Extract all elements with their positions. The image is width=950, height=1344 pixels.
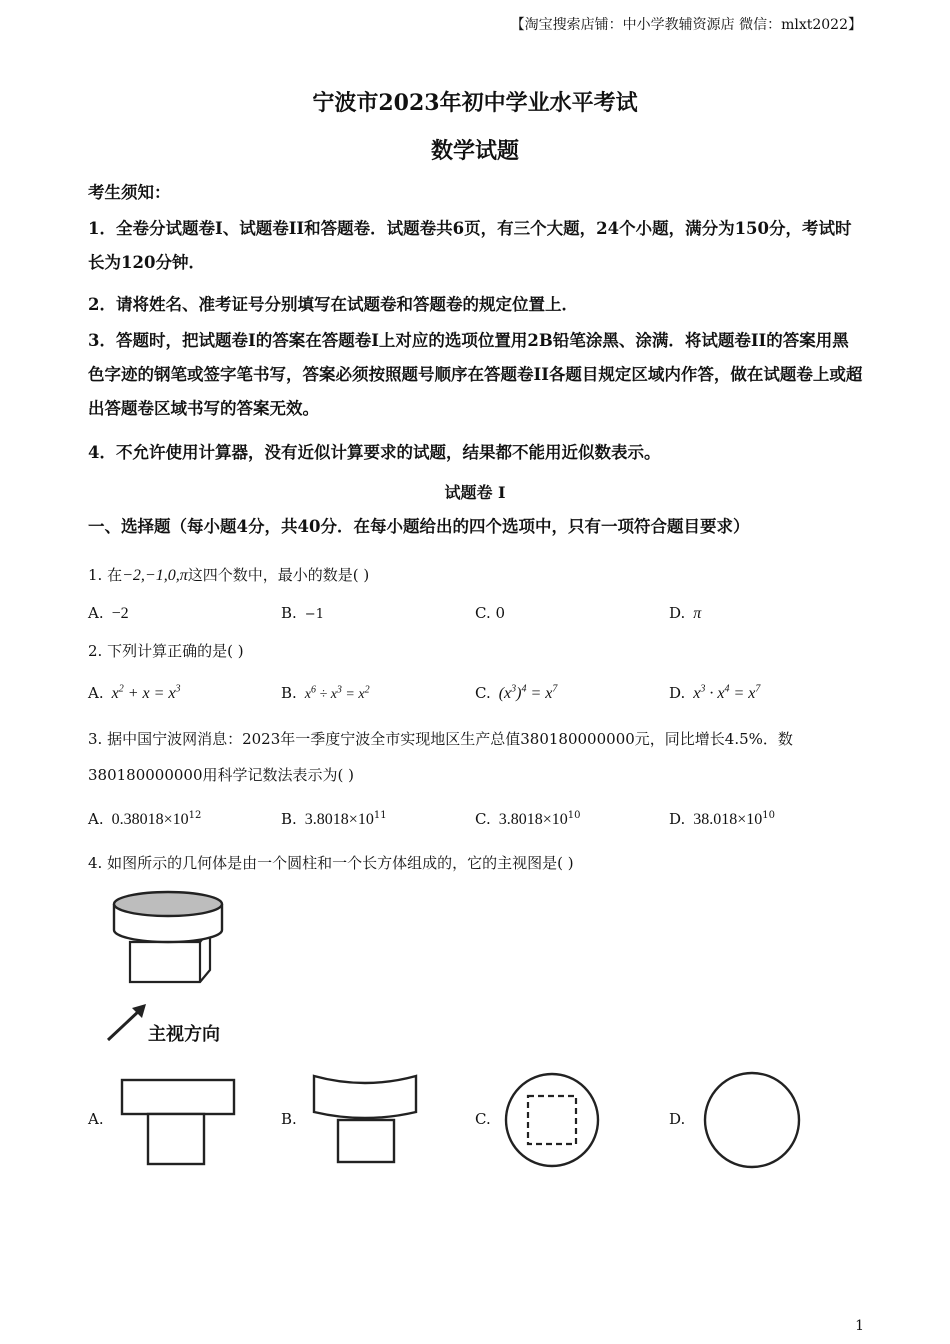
q2-option-d[interactable] — [669, 684, 760, 703]
section-title: 试题卷 I — [444, 483, 506, 502]
option-label: A. — [88, 684, 104, 703]
q3-option-d[interactable] — [669, 810, 775, 829]
arrow-icon — [104, 1002, 150, 1044]
q4-option-c-figure[interactable] — [502, 1070, 602, 1170]
q1-numbers: −2,−1,0,π — [122, 567, 188, 584]
option-formula: $x^3 \cdot x^4 = x^7$ — [693, 684, 761, 703]
q2-option-b[interactable] — [281, 684, 370, 703]
option-exponent: 10 — [762, 810, 776, 821]
notice-item-3: 3．答题时，把试题卷I的答案在答题卷I上对应的选项位置用2B铅笔涂黑、涂满．将试题卷II的答案用黑色字迹的钢笔或签字笔书写，答案必须按照题号顺序在答题卷II各题目规定区域内作答，做在试题卷上或超出答题卷区域书写的答案无效。 — [88, 331, 863, 418]
q3-option-b[interactable] — [281, 810, 387, 829]
notice-item-1: 1．全卷分试题卷I、试题卷II和答题卷．试题卷共6页，有三个大题，24个小题，满分为150分，考试时长为120分钟． — [88, 219, 852, 272]
q4-option-b-label: B. — [281, 1110, 297, 1128]
option-label: C. — [475, 810, 491, 828]
option-label: D. — [669, 684, 686, 703]
option-label: B. — [281, 604, 297, 622]
option-exponent: 12 — [188, 810, 202, 821]
q2-option-c[interactable] — [475, 684, 557, 703]
option-label: D. — [669, 810, 686, 828]
q4-option-b-figure[interactable] — [310, 1072, 420, 1166]
page-number: 1 — [855, 1318, 864, 1334]
question-2: 2. 下列计算正确的是( ) — [88, 642, 244, 660]
q4-option-a-figure[interactable] — [118, 1076, 238, 1168]
exam-subtitle: 数学试题 — [430, 138, 519, 164]
option-text: −2 — [111, 605, 129, 622]
option-text: −1 — [304, 607, 324, 622]
question-4: 4. 如图所示的几何体是由一个圆柱和一个长方体组成的，它的主视图是( ) — [88, 854, 574, 872]
option-label: A. — [88, 604, 104, 622]
q4-option-a-label: A. — [88, 1110, 104, 1128]
view-direction-label: 主视方向 — [148, 1024, 220, 1045]
q1-prefix: 1. 在 — [88, 566, 123, 584]
option-label: C. — [475, 604, 491, 622]
question-3-line-2: 380180000000用科学记数法表示为( ) — [88, 766, 354, 784]
notice-item-4: 4．不允许使用计算器，没有近似计算要求的试题，结果都不能用近似数表示。 — [88, 443, 661, 462]
q1-suffix: 这四个数中，最小的数是( ) — [187, 566, 370, 584]
option-label: A. — [88, 810, 104, 828]
option-text: π — [693, 605, 702, 622]
question-3-line-1: 3. 据中国宁波网消息：2023年一季度宁波全市实现地区生产总值380180000000元，同比增长4.5%．数 — [88, 730, 793, 748]
header-note: 【淘宝搜索店铺：中小学教辅资源店 微信：mlxt2022】 — [510, 17, 862, 33]
q4-option-d-figure[interactable] — [700, 1070, 804, 1172]
option-formula: $x^6 \div x^3 = x^2$ — [304, 684, 370, 702]
option-label: B. — [281, 684, 297, 702]
q4-option-d-label: D. — [669, 1110, 686, 1128]
q1-option-a[interactable] — [88, 604, 129, 623]
option-mantissa: 3.8018×10 — [304, 811, 374, 828]
option-exponent: 11 — [373, 810, 387, 821]
option-text: 0 — [495, 604, 506, 622]
q2-option-a[interactable] — [88, 684, 181, 703]
q1-option-b[interactable] — [281, 604, 324, 622]
question-1 — [88, 558, 868, 593]
option-formula: $(x^3)^4 = x^7$ — [498, 684, 558, 703]
notice-item-2: 2．请将姓名、准考证号分别填写在试题卷和答题卷的规定位置上． — [88, 295, 578, 314]
option-mantissa: 0.38018×10 — [111, 811, 189, 828]
option-label: C. — [475, 684, 491, 703]
notice-heading: 考生须知： — [88, 183, 171, 202]
part-heading: 一、选择题（每小题4分，共40分．在每小题给出的四个选项中，只有一项符合题目要求） — [88, 517, 750, 536]
option-label: D. — [669, 604, 686, 622]
option-label: B. — [281, 810, 297, 828]
option-mantissa: 3.8018×10 — [498, 811, 568, 828]
q3-option-a[interactable] — [88, 810, 201, 829]
q1-option-c[interactable] — [475, 604, 505, 622]
solid-figure — [100, 882, 240, 992]
q4-option-c-label: C. — [475, 1110, 491, 1128]
option-mantissa: 38.018×10 — [693, 811, 763, 828]
q3-option-c[interactable] — [475, 810, 580, 829]
exam-title: 宁波市2023年初中学业水平考试 — [312, 90, 638, 116]
option-exponent: 10 — [567, 810, 581, 821]
q1-option-d[interactable] — [669, 604, 701, 623]
option-formula: $x^2 + x = x^3$ — [111, 684, 181, 703]
